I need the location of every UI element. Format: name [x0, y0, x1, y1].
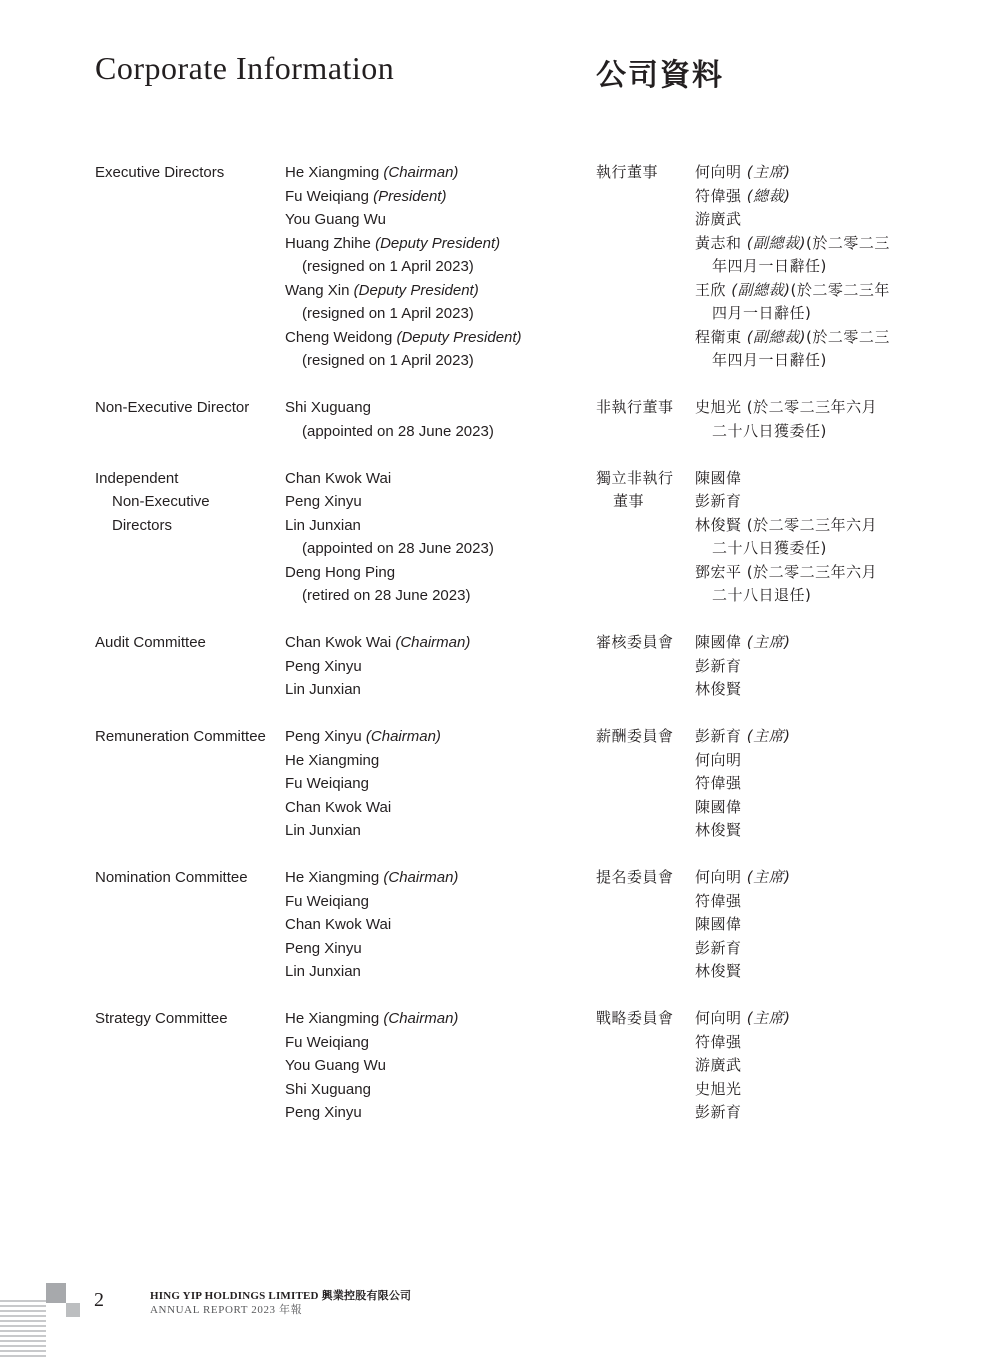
member-name-zh: 王欣: [695, 280, 727, 299]
member-en: [285, 161, 585, 185]
member-en: [285, 655, 585, 679]
member-role-zh: (主席): [746, 1009, 791, 1027]
member-name-en: Shi Xuguang: [285, 399, 371, 416]
member-zh: [695, 772, 905, 796]
page-number: 2: [94, 1289, 104, 1311]
member-zh: [695, 678, 905, 702]
member-en: [285, 960, 585, 984]
member-name-zh: 游廣武: [695, 210, 742, 228]
member-name-en: (resigned on 1 April 2023): [302, 258, 474, 275]
corporate-info-sections: [0, 161, 1000, 1148]
member-name-en: Chan Kwok Wai: [285, 798, 392, 816]
member-name-zh: 彭新育: [695, 656, 742, 675]
member-zh: [695, 349, 905, 373]
member-zh: [695, 890, 905, 914]
member-name-en: Chan Kwok Wai: [285, 916, 392, 933]
member-zh: [695, 913, 905, 937]
member-role-zh: (主席): [746, 633, 791, 651]
section-label-zh: [596, 467, 691, 514]
member-en: [285, 490, 585, 514]
member-zh: [695, 866, 905, 890]
member-en: [285, 185, 585, 209]
member-name-en: Peng Xinyu: [285, 657, 362, 675]
section-label-zh: [596, 631, 691, 655]
member-name-en: Deng Hong Ping: [285, 563, 396, 581]
member-name-zh: 何向明: [695, 750, 742, 769]
member-zh: [695, 396, 905, 420]
member-en: [285, 1007, 585, 1031]
member-zh: [695, 326, 905, 350]
member-en: [285, 584, 585, 608]
member-zh: [695, 302, 905, 326]
info-section: [0, 467, 1000, 608]
member-name-en: (resigned on 1 April 2023): [302, 352, 474, 369]
member-en: [285, 232, 585, 256]
member-name-en: Lin Junxian: [285, 681, 361, 698]
section-label-zh-line: 提名委員會: [596, 868, 674, 886]
member-note-zh: (於二零二三: [806, 233, 890, 252]
member-zh: [695, 584, 905, 608]
member-list-en: [285, 1007, 585, 1125]
member-en: [285, 772, 585, 796]
member-zh: [695, 1078, 905, 1102]
section-label-en-line: Executive Directors: [95, 164, 225, 181]
member-name-en: He Xiangming: [285, 1010, 380, 1027]
member-list-zh: [695, 1007, 905, 1125]
member-zh: [695, 420, 905, 444]
member-en: [285, 1078, 585, 1102]
section-label-en-line: Non-Executive: [112, 493, 210, 510]
member-en: [285, 937, 585, 961]
member-name-en: Peng Xinyu: [285, 939, 362, 957]
member-zh: [695, 514, 905, 538]
member-zh: [695, 819, 905, 843]
info-section: [0, 161, 1000, 373]
member-zh: [695, 537, 905, 561]
member-en: [285, 631, 585, 655]
section-label-en: [95, 161, 280, 185]
member-name-zh: 何向明: [695, 1009, 742, 1027]
member-name-en: Peng Xinyu: [285, 493, 362, 510]
member-en: [285, 420, 585, 444]
member-name-en: Fu Weiqiang: [285, 775, 369, 792]
member-name-zh: 鄧宏平 (於二零二三年六月: [695, 562, 878, 581]
member-en: [285, 302, 585, 326]
section-label-en: [95, 467, 280, 538]
member-list-en: [285, 725, 585, 843]
member-en: [285, 537, 585, 561]
member-name-zh: 何向明: [695, 868, 742, 886]
member-role-zh: (副總裁): [746, 233, 807, 252]
member-zh: [695, 279, 905, 303]
member-zh: [695, 1054, 905, 1078]
section-label-en: [95, 1007, 280, 1031]
member-name-zh: 林俊賢: [695, 821, 742, 839]
member-name-zh: 符偉强: [695, 891, 742, 910]
footer-report-title: ANNUAL REPORT 2023 年報: [150, 1304, 303, 1316]
member-list-zh: [695, 725, 905, 843]
member-role-en: (Chairman): [383, 164, 459, 181]
section-label-zh-line: 審核委員會: [596, 633, 674, 651]
section-label-zh-line: 獨立非執行: [596, 468, 674, 487]
section-label-zh: [596, 1007, 691, 1031]
decorative-square-small: [66, 1303, 80, 1317]
info-section: [0, 631, 1000, 702]
member-zh: [695, 960, 905, 984]
member-note-zh: (於二零二三: [806, 327, 890, 346]
member-list-en: [285, 631, 585, 702]
member-list-zh: [695, 866, 905, 984]
member-zh: [695, 937, 905, 961]
page-title-en: Corporate Information: [95, 50, 395, 86]
member-name-en: (appointed on 28 June 2023): [302, 422, 494, 440]
section-label-zh-line: 非執行董事: [596, 398, 674, 416]
section-label-en-line: Non-Executive Director: [95, 399, 250, 416]
member-en: [285, 749, 585, 773]
member-zh: [695, 1101, 905, 1125]
member-en: [285, 467, 585, 491]
member-name-zh: 符偉强: [695, 186, 742, 205]
section-label-zh: [596, 161, 691, 185]
page-title-zh: 公司資料: [596, 58, 724, 93]
section-label-en-line: Remuneration Committee: [95, 728, 266, 745]
member-name-en: Fu Weiqiang: [285, 1033, 369, 1051]
member-role-zh: (副總裁): [731, 280, 791, 299]
member-name-zh: 程衛東: [695, 327, 742, 346]
member-list-zh: [695, 396, 905, 443]
member-name-en: (retired on 28 June 2023): [302, 587, 471, 604]
member-name-en: Huang Zhihe: [285, 234, 371, 252]
member-zh: [695, 490, 905, 514]
member-role-en: (Chairman): [395, 634, 471, 651]
member-role-en: (Deputy President): [396, 328, 522, 346]
member-zh: [695, 467, 905, 491]
member-zh: [695, 208, 905, 232]
member-en: [285, 678, 585, 702]
section-label-en-line: Independent: [95, 469, 179, 487]
member-name-en: Fu Weiqiang: [285, 892, 369, 910]
member-name-zh: 黃志和: [695, 233, 742, 252]
member-name-zh: 史旭光: [695, 1079, 742, 1098]
section-label-en: [95, 396, 280, 420]
member-list-en: [285, 161, 585, 373]
member-name-zh: 何向明: [695, 163, 742, 181]
member-name-en: He Xiangming: [285, 164, 380, 181]
member-en: [285, 514, 585, 538]
member-name-zh: 林俊賢: [695, 962, 742, 980]
member-zh: [695, 1007, 905, 1031]
member-role-en: (Chairman): [383, 869, 459, 886]
member-zh: [695, 232, 905, 256]
member-name-zh: 林俊賢 (於二零二三年六月: [695, 515, 878, 534]
section-label-en-line: Audit Committee: [95, 634, 206, 651]
member-en: [285, 349, 585, 373]
member-zh: [695, 749, 905, 773]
member-list-zh: [695, 161, 905, 373]
member-role-zh: (總裁): [746, 186, 791, 205]
member-name-zh: 符偉强: [695, 774, 742, 792]
member-name-zh: 陳國偉: [695, 915, 742, 933]
member-name-en: Cheng Weidong: [285, 328, 393, 346]
section-label-en: [95, 866, 280, 890]
member-role-zh: (副總裁): [746, 327, 807, 346]
member-name-zh: 彭新育: [695, 492, 742, 510]
member-name-en: Peng Xinyu: [285, 728, 362, 745]
member-name-zh: 史旭光 (於二零二三年六月: [695, 398, 878, 416]
member-name-zh: 四月一日辭任): [712, 304, 812, 322]
member-name-zh: 二十八日退任): [712, 586, 812, 604]
member-name-en: Wang Xin: [285, 281, 350, 299]
member-role-zh: (主席): [746, 727, 791, 745]
member-en: [285, 1101, 585, 1125]
member-zh: [695, 561, 905, 585]
member-zh: [695, 255, 905, 279]
member-name-zh: 二十八日獲委任): [712, 421, 827, 440]
member-zh: [695, 161, 905, 185]
member-role-zh: (主席): [746, 163, 791, 181]
footer-company-name: HING YIP HOLDINGS LIMITED 興業控股有限公司: [150, 1290, 412, 1302]
section-label-en: [95, 631, 280, 655]
member-zh: [695, 655, 905, 679]
section-label-en-line: Directors: [112, 516, 173, 534]
info-section: [0, 725, 1000, 843]
member-en: [285, 561, 585, 585]
member-en: [285, 796, 585, 820]
section-label-zh-line: 薪酬委員會: [596, 727, 674, 745]
decorative-stripes: [0, 1300, 46, 1357]
member-zh: [695, 631, 905, 655]
section-label-zh: [596, 866, 691, 890]
section-label-zh-line: 董事: [613, 492, 645, 510]
member-name-en: (resigned on 1 April 2023): [302, 305, 474, 322]
member-name-en: Lin Junxian: [285, 822, 361, 839]
section-label-zh: [596, 725, 691, 749]
section-label-zh-line: 戰略委員會: [596, 1009, 674, 1027]
member-en: [285, 326, 585, 350]
member-list-en: [285, 866, 585, 984]
member-zh: [695, 725, 905, 749]
member-en: [285, 890, 585, 914]
member-en: [285, 866, 585, 890]
section-label-en-line: Nomination Committee: [95, 869, 248, 886]
member-name-en: Chan Kwok Wai: [285, 469, 392, 487]
member-en: [285, 913, 585, 937]
info-section: [0, 866, 1000, 984]
member-en: [285, 396, 585, 420]
member-zh: [695, 1031, 905, 1055]
member-name-zh: 陳國偉: [695, 797, 742, 816]
member-name-en: Lin Junxian: [285, 963, 361, 980]
member-zh: [695, 185, 905, 209]
member-en: [285, 1031, 585, 1055]
section-label-en: [95, 725, 280, 749]
member-zh: [695, 796, 905, 820]
member-name-en: He Xiangming: [285, 751, 380, 769]
member-name-zh: 符偉强: [695, 1032, 742, 1051]
member-name-zh: 彭新育: [695, 938, 742, 957]
member-name-en: (appointed on 28 June 2023): [302, 540, 494, 557]
member-name-en: Chan Kwok Wai: [285, 634, 392, 651]
member-en: [285, 1054, 585, 1078]
member-role-en: (President): [373, 187, 447, 205]
member-name-en: Lin Junxian: [285, 516, 361, 534]
member-list-zh: [695, 631, 905, 702]
member-role-en: (Deputy President): [353, 281, 479, 299]
member-name-zh: 陳國偉: [695, 468, 742, 487]
section-label-zh: [596, 396, 691, 420]
member-list-en: [285, 396, 585, 443]
member-en: [285, 279, 585, 303]
member-en: [285, 725, 585, 749]
member-name-zh: 年四月一日辭任): [712, 257, 827, 275]
member-name-zh: 游廣武: [695, 1056, 742, 1074]
member-name-zh: 彭新育: [695, 727, 742, 745]
member-en: [285, 819, 585, 843]
info-section: [0, 1007, 1000, 1125]
member-note-zh: (於二零二三年: [790, 280, 890, 299]
member-name-zh: 彭新育: [695, 1103, 742, 1121]
member-role-en: (Chairman): [365, 728, 441, 745]
section-label-en-line: Strategy Committee: [95, 1010, 228, 1027]
member-name-zh: 年四月一日辭任): [712, 351, 827, 369]
section-label-zh-line: 執行董事: [596, 163, 659, 181]
member-name-en: Shi Xuguang: [285, 1080, 371, 1098]
member-role-en: (Chairman): [383, 1010, 459, 1027]
member-list-zh: [695, 467, 905, 608]
member-name-en: Peng Xinyu: [285, 1104, 362, 1121]
member-list-en: [285, 467, 585, 608]
member-en: [285, 208, 585, 232]
member-name-zh: 陳國偉: [695, 633, 742, 651]
member-name-en: Fu Weiqiang: [285, 187, 369, 205]
info-section: [0, 396, 1000, 443]
member-name-en: You Guang Wu: [285, 211, 386, 228]
member-role-en: (Deputy President): [375, 234, 501, 252]
member-name-zh: 林俊賢: [695, 680, 742, 698]
member-name-en: He Xiangming: [285, 869, 380, 886]
member-en: [285, 255, 585, 279]
decorative-square: [46, 1283, 66, 1303]
member-name-en: You Guang Wu: [285, 1057, 386, 1074]
member-name-zh: 二十八日獲委任): [712, 539, 827, 557]
member-role-zh: (主席): [746, 868, 791, 886]
